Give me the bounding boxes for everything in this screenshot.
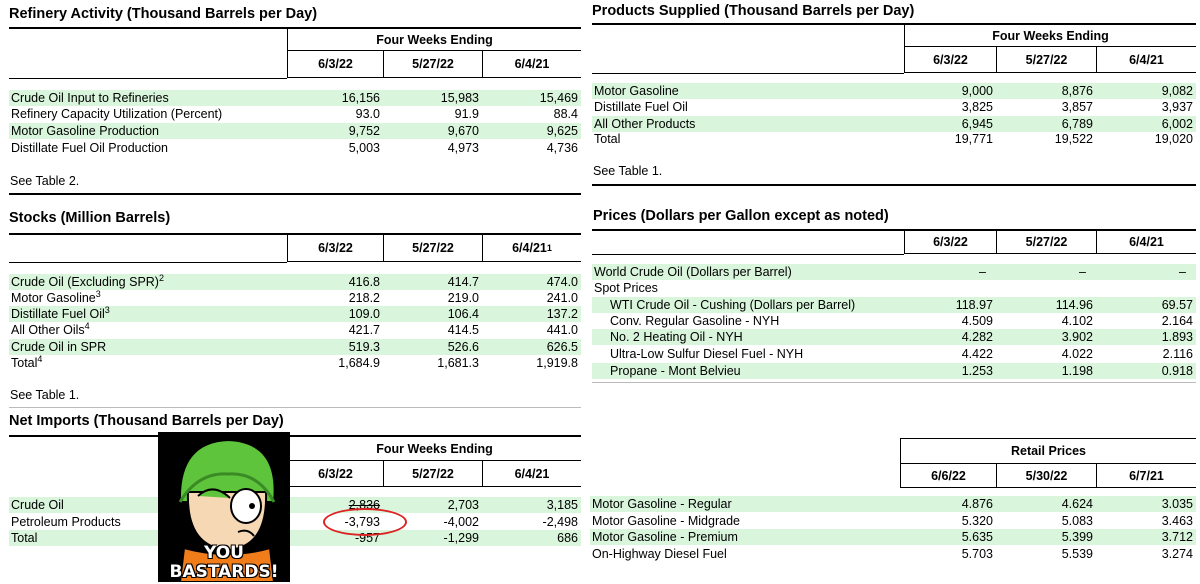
row-label: Petroleum Products [11, 515, 121, 529]
meme-image [158, 432, 290, 582]
table-row [592, 313, 1196, 329]
cell: 106.4 [447, 307, 479, 321]
cell [904, 280, 996, 296]
cell: – [979, 265, 986, 279]
table-row [9, 530, 581, 546]
prices-col-3: 6/4/21 [1096, 231, 1196, 254]
table-row [592, 99, 1196, 115]
cell: 6,789 [1061, 117, 1093, 131]
cell: 15,983 [440, 91, 479, 105]
cell: 1,684.9 [338, 356, 380, 370]
row-label: Crude Oil [11, 498, 64, 512]
cell: 1,919.8 [536, 356, 578, 370]
prices-col-1: 6/3/22 [904, 231, 996, 254]
table-row [9, 140, 581, 156]
cell: -3,793 [344, 515, 380, 529]
highlight-circle [323, 508, 407, 536]
cell: 5.399 [1061, 530, 1093, 544]
cell [996, 280, 1096, 296]
products-col-3: 6/4/21 [1096, 47, 1196, 73]
stocks-col-2: 5/27/22 [383, 235, 482, 262]
cell: 4.022 [1061, 347, 1093, 361]
row-label-text: Motor Gasoline [11, 291, 96, 305]
products-note: See Table 1. [593, 164, 663, 178]
net-imports-col-3: 6/4/21 [482, 461, 581, 487]
row-label: Refinery Capacity Utilization (Percent) [11, 107, 223, 121]
refinery-col-3: 6/4/21 [482, 51, 581, 78]
cell: 414.7 [447, 275, 479, 289]
products-col-2: 5/27/22 [996, 47, 1096, 73]
cell: 15,469 [539, 91, 578, 105]
row-label: Spot Prices [594, 281, 658, 295]
row-label: Propane - Mont Belvieu [610, 364, 741, 378]
footnote-mark: 3 [104, 304, 110, 315]
row-label: No. 2 Heating Oil - NYH [610, 330, 743, 344]
cell: 218.2 [348, 291, 380, 305]
table-row [590, 496, 1196, 512]
row-label: Crude Oil Input to Refineries [11, 91, 169, 105]
cell: 3.274 [1161, 547, 1193, 561]
cell: 3.902 [1061, 330, 1093, 344]
table-row [592, 280, 1196, 296]
cell: 5.635 [961, 530, 993, 544]
net-imports-title: Net Imports (Thousand Barrels per Day) [9, 413, 284, 429]
cell: -957 [354, 531, 380, 545]
cell: 114.96 [1055, 298, 1093, 312]
table-row [9, 90, 581, 106]
cell: 2,836 [348, 498, 380, 512]
cell: 19,020 [1154, 132, 1193, 146]
cell: 2.116 [1162, 347, 1193, 361]
cell: 519.3 [348, 340, 380, 354]
cell: 5,003 [348, 141, 380, 155]
retail-col-headers [900, 464, 1196, 488]
row-label: WTI Crude Oil - Cushing (Dollars per Barrel) [610, 298, 856, 312]
cell: 3.463 [1161, 514, 1193, 528]
cell: 441.0 [546, 323, 578, 337]
cell: 9,752 [348, 124, 380, 138]
products-header-base [592, 73, 904, 74]
cell: 1.893 [1161, 330, 1193, 344]
refinery-col-headers [287, 51, 581, 78]
cell: 4.509 [961, 314, 993, 328]
table-row [590, 529, 1196, 545]
meme-caption [158, 544, 290, 582]
cell: 3,185 [546, 498, 578, 512]
cell: 421.7 [348, 323, 380, 337]
table-row [592, 83, 1196, 99]
table-row [592, 346, 1196, 362]
table-row [592, 329, 1196, 345]
cell: 69.57 [1161, 298, 1193, 312]
cell: 5.083 [1061, 514, 1093, 528]
refinery-note: See Table 2. [10, 174, 80, 188]
row-label: Motor Gasoline [594, 84, 679, 98]
stocks-note: See Table 1. [10, 388, 80, 402]
cell: 3.712 [1161, 530, 1193, 544]
net-imports-col-2: 5/27/22 [383, 461, 482, 487]
stocks-col-1: 6/3/22 [287, 235, 383, 262]
table-row [9, 355, 581, 371]
table-row [9, 339, 581, 355]
cell: 4.624 [1061, 497, 1093, 511]
row-label-text: Crude Oil in SPR [11, 340, 107, 354]
prices-col-2: 5/27/22 [996, 231, 1096, 254]
meme-caption-line-1: YOU [204, 543, 244, 563]
table-row [9, 514, 581, 530]
cell: 5.539 [1061, 547, 1093, 561]
table-row [590, 513, 1196, 529]
refinery-col-1: 6/3/22 [287, 51, 383, 78]
row-label [9, 290, 287, 306]
row-label: On-Highway Diesel Fuel [592, 547, 727, 561]
footnote-mark: 4 [37, 353, 43, 364]
refinery-header-base [9, 78, 287, 79]
row-label: All Other Products [594, 117, 696, 131]
table-row [592, 363, 1196, 379]
cell: 6,945 [961, 117, 993, 131]
net-imports-col-headers [287, 461, 581, 487]
row-label: Motor Gasoline Production [11, 124, 159, 138]
prices-bottom-rule [592, 382, 1196, 383]
cell: 6,002 [1161, 117, 1193, 131]
table-row [592, 264, 1196, 280]
cell: -4,002 [443, 515, 479, 529]
refinery-title: Refinery Activity (Thousand Barrels per Day) [9, 6, 318, 22]
refinery-bottom-rule [9, 193, 581, 195]
cell: 137.2 [546, 307, 578, 321]
retail-span-header: Retail Prices [900, 438, 1196, 464]
table-row [592, 116, 1196, 132]
cell: 9,670 [447, 124, 479, 138]
footnote-mark: 2 [158, 272, 164, 283]
row-label [9, 274, 287, 290]
stocks-header-base [9, 262, 287, 263]
row-label: Total [11, 531, 38, 545]
cell: -2,498 [542, 515, 578, 529]
row-label-text: All Other Oils [11, 323, 85, 337]
cell [1096, 280, 1196, 296]
table-row [9, 290, 581, 306]
products-bottom-rule [592, 184, 1196, 186]
retail-col-1: 6/6/22 [900, 464, 996, 488]
row-label [9, 306, 287, 322]
products-col-headers [904, 47, 1196, 73]
cell: 241.0 [546, 291, 578, 305]
row-label-text: Crude Oil (Excluding SPR) [11, 275, 159, 289]
row-label: Motor Gasoline - Premium [592, 530, 738, 544]
row-label: Distillate Fuel Oil Production [11, 141, 169, 155]
cell: 416.8 [348, 275, 380, 289]
products-span-header: Four Weeks Ending [904, 25, 1196, 47]
prices-title: Prices (Dollars per Gallon except as noted) [593, 208, 889, 224]
stocks-bottom-rule [9, 407, 581, 408]
cell: 3,825 [961, 100, 993, 114]
cell: 626.5 [546, 340, 578, 354]
products-title: Products Supplied (Thousand Barrels per Day) [592, 3, 915, 19]
cell: 2.164 [1161, 314, 1193, 328]
cell: 1.253 [961, 364, 993, 378]
cell: 1.198 [1061, 364, 1093, 378]
stocks-col-3-text: 6/4/21 [512, 241, 547, 255]
cell: 1,681.3 [437, 356, 479, 370]
retail-col-2: 5/30/22 [996, 464, 1096, 488]
refinery-col-2: 5/27/22 [383, 51, 482, 78]
cell: 4.876 [961, 497, 993, 511]
row-label: Total [594, 132, 621, 146]
cell: 5.703 [961, 547, 993, 561]
cell: 118.97 [955, 298, 993, 312]
cell: 9,625 [546, 124, 578, 138]
cell: 9,082 [1161, 84, 1193, 98]
cell: 2,703 [447, 498, 479, 512]
prices-header-base [592, 254, 904, 255]
stocks-title: Stocks (Million Barrels) [9, 210, 171, 226]
cell: 91.9 [454, 107, 479, 121]
row-label: Ultra-Low Sulfur Diesel Fuel - NYH [610, 347, 804, 361]
cell: 3,937 [1161, 100, 1193, 114]
cell: 19,771 [954, 132, 993, 146]
net-imports-col-1: 6/3/22 [287, 461, 383, 487]
cell: -1,299 [443, 531, 479, 545]
cell: 8,876 [1061, 84, 1093, 98]
row-label: World Crude Oil (Dollars per Barrel) [594, 265, 792, 279]
row-label: Motor Gasoline - Regular [592, 497, 732, 511]
cell: 5.320 [961, 514, 993, 528]
cell: 219.0 [447, 291, 479, 305]
row-label: Conv. Regular Gasoline - NYH [610, 314, 780, 328]
footnote-mark: 4 [84, 320, 90, 331]
table-row [9, 497, 581, 513]
row-label-text: Total [11, 356, 38, 370]
cell: 16,156 [341, 91, 380, 105]
refinery-span-header: Four Weeks Ending [287, 29, 581, 51]
retail-col-3: 6/7/21 [1096, 464, 1196, 488]
cell: 3.035 [1161, 497, 1193, 511]
cell: 19,522 [1054, 132, 1093, 146]
stocks-col-headers [287, 235, 581, 262]
stocks-col-3: 6/4/21 1 [482, 235, 581, 262]
table-row [592, 297, 1196, 313]
meme-caption-line-2: BASTARDS! [169, 562, 279, 582]
row-label [9, 322, 287, 338]
cell: 4,973 [447, 141, 479, 155]
cell: 4.102 [1061, 314, 1093, 328]
cell: 4,736 [546, 141, 578, 155]
row-label: Distillate Fuel Oil [594, 100, 688, 114]
products-col-1: 6/3/22 [904, 47, 996, 73]
table-row [590, 546, 1196, 562]
cell: – [1079, 265, 1086, 279]
cell: 4.422 [961, 347, 993, 361]
table-row [9, 106, 581, 122]
table-row [9, 322, 581, 338]
cell: 9,000 [961, 84, 993, 98]
row-label [9, 355, 287, 371]
row-label-text: Distillate Fuel Oil [11, 307, 105, 321]
cell: – [1179, 265, 1186, 279]
cell: 526.6 [447, 340, 479, 354]
table-row [9, 123, 581, 139]
cell: 0.918 [1161, 364, 1193, 378]
row-label: Motor Gasoline - Midgrade [592, 514, 740, 528]
table-row [9, 306, 581, 322]
cell: 109.0 [348, 307, 380, 321]
cell: 88.4 [553, 107, 578, 121]
cell: 474.0 [546, 275, 578, 289]
cell: 686 [557, 531, 578, 545]
row-label [9, 339, 287, 355]
net-imports-span-header: Four Weeks Ending [287, 437, 581, 461]
prices-col-headers [904, 231, 1196, 254]
footnote-mark: 3 [95, 288, 101, 299]
table-row [592, 131, 1196, 147]
cell: 3,857 [1061, 100, 1093, 114]
cell: 4.282 [961, 330, 993, 344]
cell: 93.0 [355, 107, 380, 121]
cell: 414.5 [447, 323, 479, 337]
table-row [9, 274, 581, 290]
